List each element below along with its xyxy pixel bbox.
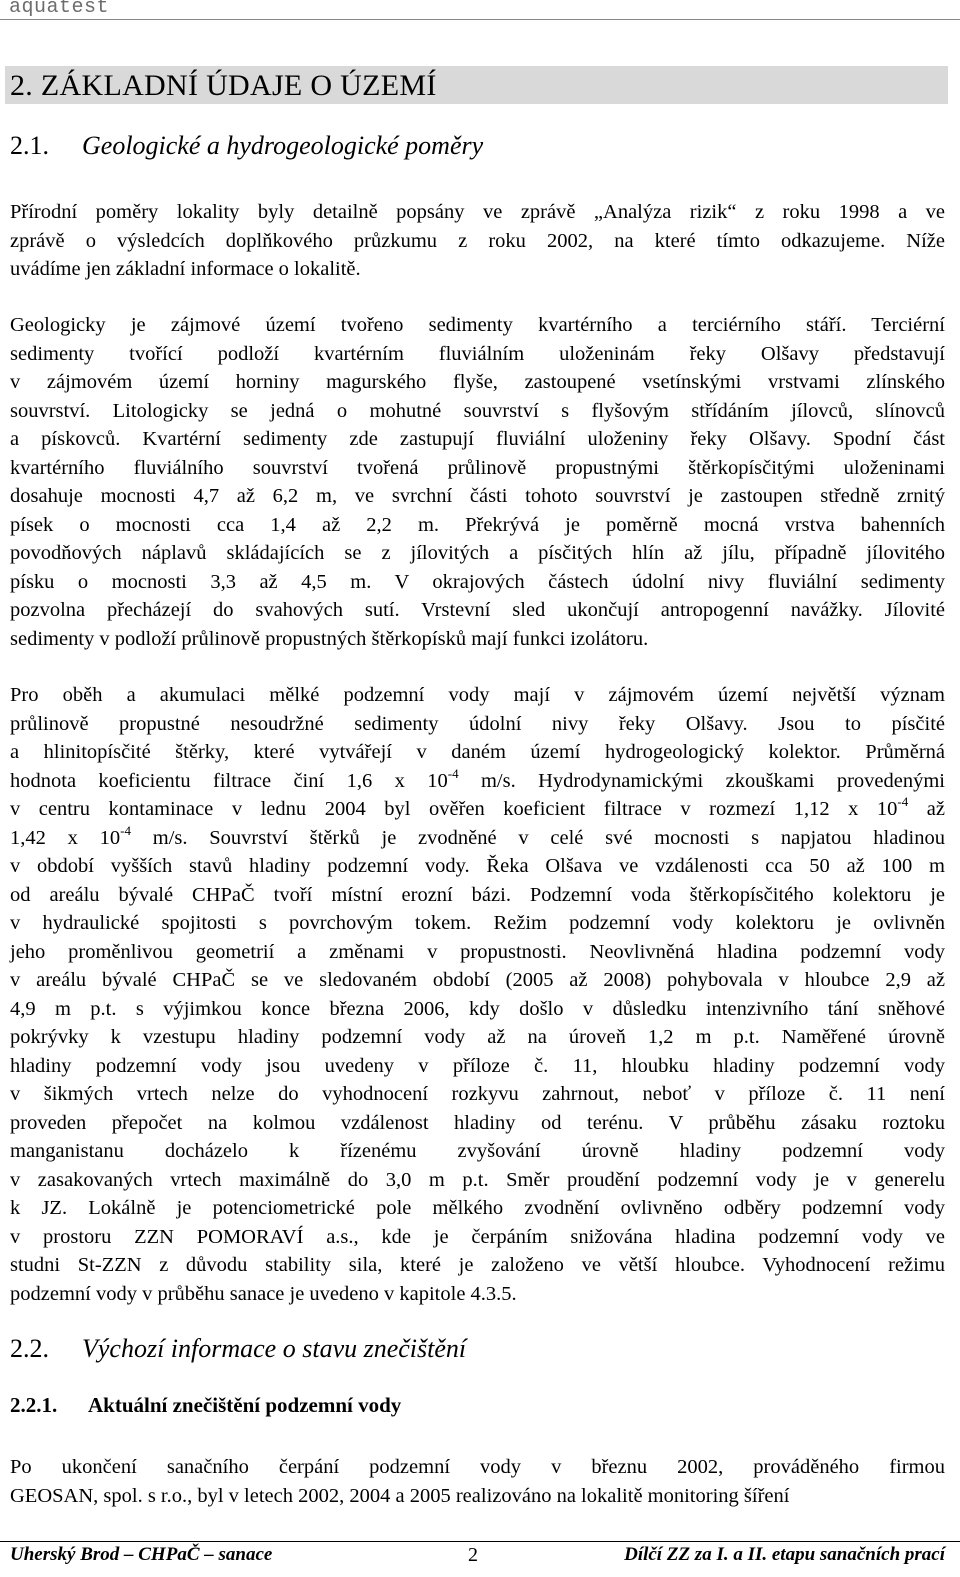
text-line: Pro oběh a akumulaci mělké podzemní vody mají v zájmovém území největší význam [10, 684, 945, 706]
section-number: 2.2. [10, 1334, 49, 1363]
text-line: sedimenty v podloží průlinově propustných štěrkopísků mají funkci izolátoru. [10, 627, 649, 650]
text-line: a hlinitopísčité štěrky, které vytvářejí v daném území hydrogeologický kolektor. Průměrná [10, 741, 945, 763]
text-line: průlinově propustné nesoudržné sedimenty údolní nivy řeky Olšavy. Jsou to písčité [10, 712, 945, 735]
text-line: uvádíme jen základní informace o lokalitě. [10, 258, 361, 280]
section-title: Geologické a hydrogeologické poměry [82, 131, 484, 160]
section-heading-2-1 [10, 130, 483, 162]
paragraph-contamination [10, 1453, 945, 1510]
text-line: zprávě o výsledcích doplňkového průzkumu z roku 2002, na které tímto odkazujeme. Níže [10, 229, 945, 252]
text-line: Geologicky je zájmové území tvořeno sedimenty kvartérního a terciérního stáří. Terciérní [10, 314, 945, 336]
text-line: podzemní vody v průběhu sanace je uvedeno v kapitole 4.3.5. [10, 1282, 517, 1305]
text-fragment: až [908, 798, 946, 820]
text-line: pokrývky k vzestupu hladiny podzemní vody až na úroveň 1,2 m p.t. Naměřené úrovně [10, 1026, 945, 1048]
text-line: v šikmých vrtech nelze do vyhodnocení rozkyvu zahrnout, neboť v příloze č. 11 není [10, 1083, 945, 1105]
text-line: k JZ. Lokálně je potenciometrické pole mělkého zvodnění ovlivněno odběry podzemní vody [10, 1197, 945, 1219]
text-line: v hydraulické spojitosti s povrchovým tokem. Režim podzemní vody kolektoru je ovlivněn [10, 912, 945, 934]
text-line [10, 767, 945, 796]
text-fragment: 1,42 x 10 [10, 826, 121, 849]
exponent: -4 [120, 822, 131, 838]
text-line: povodňových náplavů skládajících se z jílovitých a písčitých hlín až jílu, případně jílovitého [10, 542, 945, 564]
text-line: sedimenty tvořící podloží kvartérním fluviálním uloženinám řeky Olšavy představují [10, 342, 945, 365]
section-title: Aktuální znečištění podzemní vody [88, 1393, 402, 1417]
text-line: studni St-ZZN z důvodu stability sila, které je založeno ve větší hloubce. Vyhodnocení režimu [10, 1254, 945, 1276]
text-line: v zasakovaných vrtech maximálně do 3,0 m p.t. Směr proudění podzemní vody je v generelu [10, 1168, 945, 1191]
exponent: -4 [897, 794, 909, 809]
text-line: manganistanu docházelo k řízenému zvyšování úrovně hladiny podzemní vody [10, 1140, 945, 1162]
text-line: pozvolna přecházejí do svahových sutí. Vrstevní sled ukončují antropogenní navážky. Jílovité [10, 599, 945, 621]
header-watermark: aquatest [9, 0, 110, 19]
paragraph-intro [10, 198, 945, 284]
chapter-title: 2. ZÁKLADNÍ ÚDAJE O ÚZEMÍ [10, 69, 437, 102]
section-title: Výchozí informace o stavu znečištění [82, 1334, 467, 1363]
exponent: -4 [447, 765, 459, 781]
text-line: a pískovců. Kvartérní sedimenty zde zastupují fluviální uloženiny řeky Olšavy. Spodní část [10, 428, 945, 450]
text-line [10, 824, 945, 853]
text-line: souvrství. Litologicky se jedná o mohutné souvrství s flyšovým střídáním jílovců, slínovců [10, 399, 945, 422]
footer-rule [0, 1541, 960, 1542]
text-line: v prostoru ZZN POMORAVÍ a.s., kde je čerpáním snižována hladina podzemní vody ve [10, 1225, 945, 1248]
section-heading-2-2 [10, 1333, 466, 1365]
text-line: Přírodní poměry lokality byly detailně popsány ve zprávě „Analýza rizik“ z roku 1998 a ve [10, 201, 945, 223]
text-fragment: hodnota koeficientu filtrace činí 1,6 x 10 [10, 769, 448, 792]
text-line: v areálu bývalé CHPaČ se ve sledovaném období (2005 až 2008) pohybovala v hloubce 2,9 až [10, 969, 945, 991]
text-fragment: m/s. Souvrství štěrků je zvodněné v celé své mocnosti s napjatou hladinou [131, 826, 945, 849]
footer-right: Dílčí ZZ za I. a II. etapu sanačních prací [624, 1544, 945, 1565]
text-line [10, 795, 945, 824]
text-line: 4,9 m p.t. s výjimkou konce března 2006, kdy došlo v důsledku intenzivního tání sněhové [10, 997, 945, 1020]
text-line: v období vyšších stavů hladiny podzemní vody. Řeka Olšava ve vzdálenosti cca 50 až 100 m [10, 855, 945, 877]
section-heading-2-2-1 [10, 1392, 401, 1418]
text-line: proveden přepočet na kolmou vzdálenost hladiny od terénu. V průběhu zásaku roztoku [10, 1111, 945, 1134]
text-fragment: m/s. Hydrodynamickými zkouškami provedenými [458, 769, 945, 792]
footer-left: Uherský Brod – CHPaČ – sanace [10, 1544, 273, 1565]
text-line: písku o mocnosti 3,3 až 4,5 m. V okrajových částech údolní nivy fluviální sedimenty [10, 570, 945, 593]
text-line: dosahuje mocnosti 4,7 až 6,2 m, ve svrchní části tohoto souvrství je zastoupen středně zrnitý [10, 485, 945, 507]
section-number: 2.1. [10, 131, 49, 160]
paragraph-hydrogeology [10, 681, 945, 1308]
paragraph-geology [10, 311, 945, 653]
section-number: 2.2.1. [10, 1393, 58, 1417]
text-line: hladiny podzemní vody jsou uvedeny v příloze č. 11, hloubku hladiny podzemní vody [10, 1054, 945, 1077]
text-line: jeho proměnlivou geometrií a změnami v propustnosti. Neovlivněná hladina podzemní vody [10, 940, 945, 963]
header-rule [0, 19, 960, 20]
text-line: písek o mocnosti cca 1,4 až 2,2 m. Překrývá je poměrně mocná vrstva bahenních [10, 513, 945, 536]
text-line: kvartérního fluviálního souvrství tvořená průlinově propustnými štěrkopísčitými uloženinami [10, 456, 945, 479]
text-line: GEOSAN, spol. s r.o., byl v letech 2002, 2004 a 2005 realizováno na lokalitě monitoring šíření [10, 1484, 790, 1507]
page-number: 2 [468, 1544, 478, 1566]
text-fragment: v centru kontaminace v lednu 2004 byl ověřen koeficient filtrace v rozmezí 1,12 x 10 [10, 798, 898, 820]
text-line: v zájmovém území horniny magurského flyše, zastoupené vsetínskými vrstvami zlínského [10, 371, 945, 393]
text-line: Po ukončení sanačního čerpání podzemní vody v březnu 2002, prováděného firmou [10, 1456, 945, 1478]
text-line: od areálu bývalé CHPaČ tvoří místní erozní bázi. Podzemní voda štěrkopísčitého kolektoru je [10, 883, 945, 906]
